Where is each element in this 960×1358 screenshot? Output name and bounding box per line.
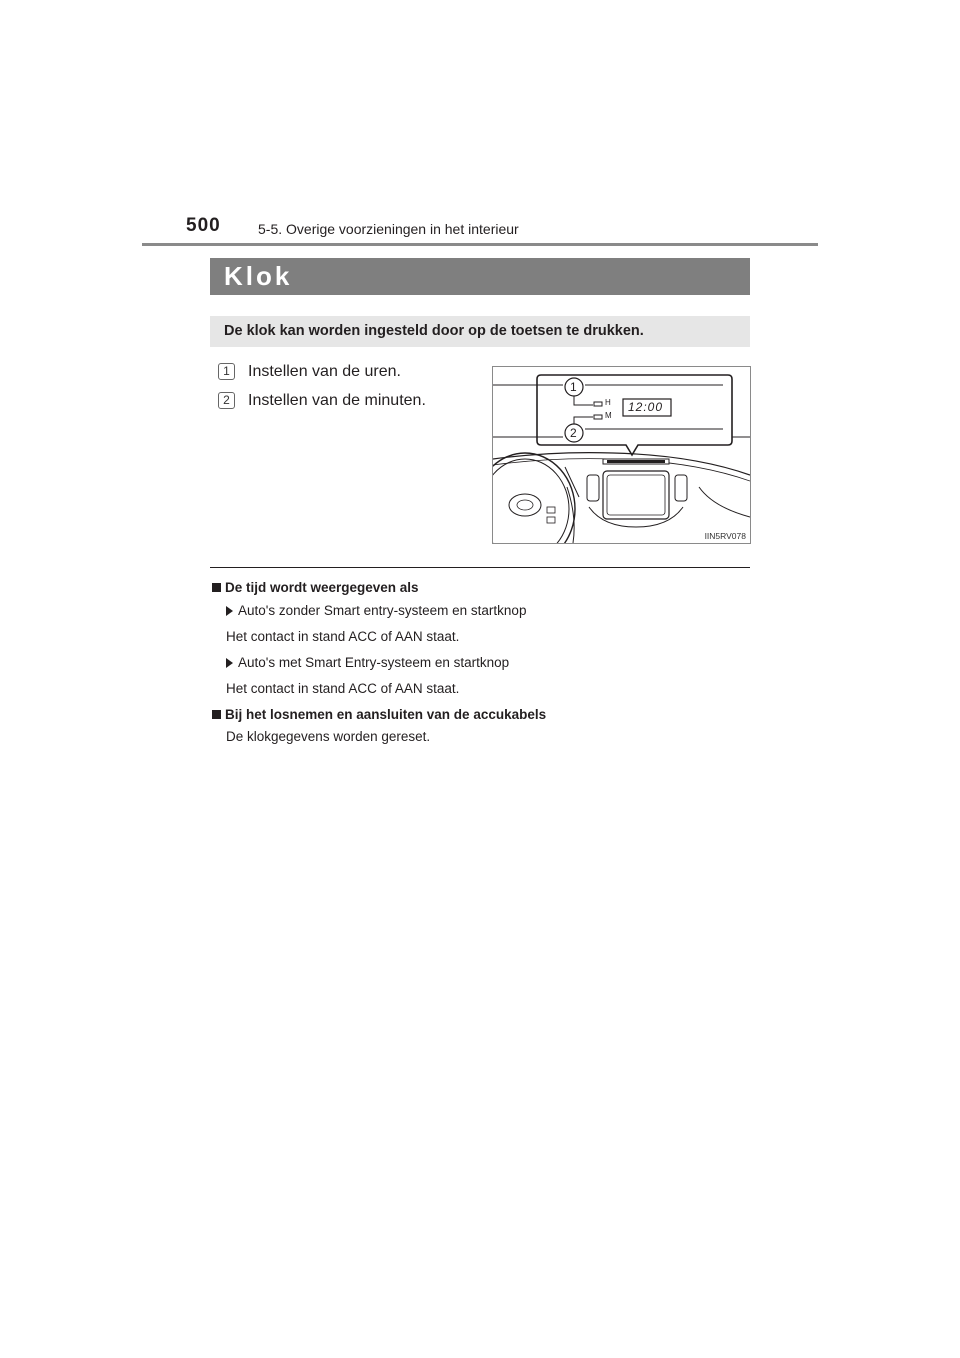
step-number-badge: 1: [218, 363, 235, 380]
callout-number-1: 1: [570, 380, 577, 394]
page-number: 500: [186, 215, 221, 236]
clock-display-time: 12:00: [628, 400, 664, 414]
note-heading: Bij het losnemen en aansluiten van de accukabels: [212, 707, 546, 722]
triangle-bullet-icon: [226, 606, 233, 616]
intro-box: [210, 316, 750, 347]
section-title: 5-5. Overige voorzieningen in het interieur: [258, 221, 519, 237]
square-bullet-icon: [212, 583, 221, 592]
step-text: Instellen van de minuten.: [248, 392, 426, 409]
figure-code: IIN5RV078: [704, 531, 746, 541]
title-bar: [210, 258, 750, 295]
step-text: Instellen van de uren.: [248, 363, 401, 380]
note-bullet: Auto's zonder Smart entry-systeem en startknop: [226, 603, 526, 618]
note-text: Het contact in stand ACC of AAN staat.: [226, 681, 460, 696]
notes-divider: [210, 567, 750, 568]
dashboard-drawing: [493, 367, 750, 543]
triangle-bullet-icon: [226, 658, 233, 668]
note-heading: De tijd wordt weergegeven als: [212, 580, 419, 595]
hour-button-label: H: [605, 398, 611, 407]
header-divider: [142, 243, 818, 246]
step-item: [218, 392, 426, 410]
note-text: De klokgegevens worden gereset.: [226, 729, 431, 744]
minute-button-label: M: [605, 411, 612, 420]
clock-illustration: [492, 366, 751, 544]
page-title: Klok: [224, 261, 293, 291]
step-number-badge: 2: [218, 392, 235, 409]
step-item: [218, 363, 401, 381]
note-text: Het contact in stand ACC of AAN staat.: [226, 629, 460, 644]
square-bullet-icon: [212, 710, 221, 719]
callout-number-2: 2: [570, 426, 577, 440]
note-bullet: Auto's met Smart Entry-systeem en startknop: [226, 655, 509, 670]
intro-text: De klok kan worden ingesteld door op de toetsen te drukken.: [224, 323, 644, 339]
